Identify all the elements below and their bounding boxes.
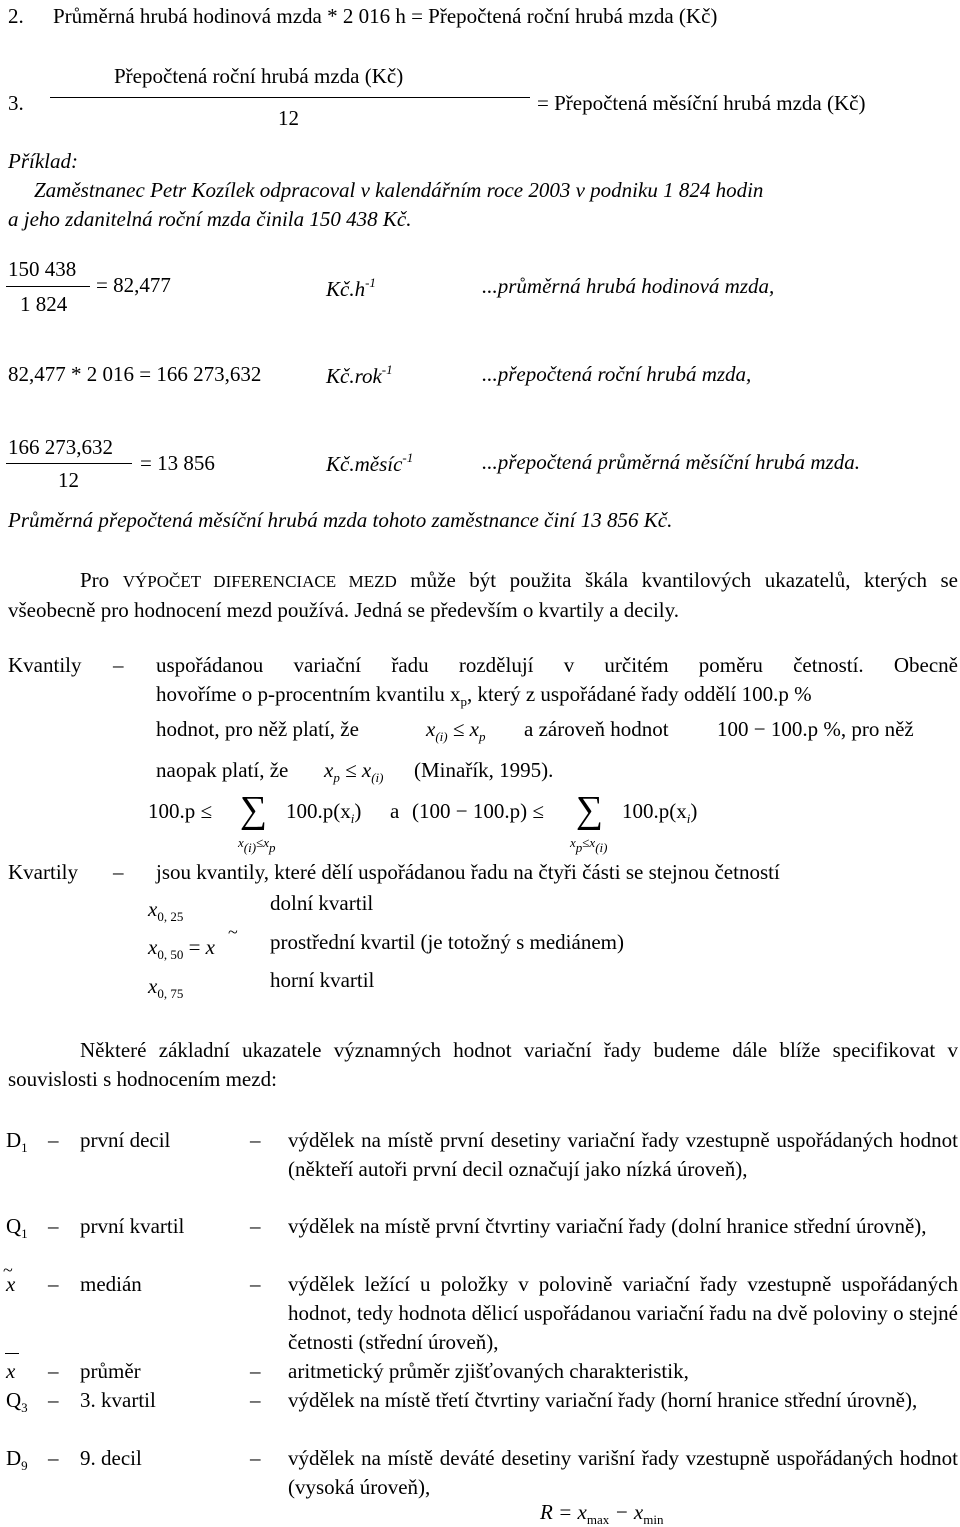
dash: – bbox=[250, 1128, 261, 1152]
indicator-name: 3. kvartil bbox=[80, 1388, 156, 1412]
dash: – bbox=[48, 1272, 59, 1296]
dash: – bbox=[250, 1214, 261, 1238]
example-text-1: Zaměstnanec Petr Kozílek odpracoval v kalendářním roce 2003 v podniku 1 824 hodin bbox=[34, 178, 764, 202]
quantiles-line-2: hovoříme o p-procentním kvantilu $x_p$, který z uspořádané řady oddělí 100.p % bbox=[156, 682, 812, 709]
calc1-numerator: 150 438 bbox=[8, 257, 77, 281]
ineq-xp-le-xi: $x_p \le x_{(i)}$ bbox=[324, 758, 384, 785]
dash: – bbox=[48, 1359, 59, 1383]
calc1-denominator: 1 824 bbox=[20, 292, 68, 316]
indicator-name: průměr bbox=[80, 1359, 141, 1383]
indicator-description: aritmetický průměr zjišťovaných charakteristik, bbox=[288, 1359, 689, 1383]
example-heading: Příklad: bbox=[8, 149, 78, 173]
dash: – bbox=[250, 1446, 261, 1470]
example-conclusion: Průměrná přepočtená měsíční hrubá mzda tohoto zaměstnance činí 13 856 Kč. bbox=[8, 508, 673, 532]
quantiles-citation: (Minařík, 1995). bbox=[414, 758, 554, 782]
calc2-description: ...přepočtená roční hrubá mzda, bbox=[482, 362, 752, 386]
calc1-result: = 82,477 bbox=[96, 273, 171, 297]
indicator-name: první kvartil bbox=[80, 1214, 185, 1238]
indicator-name: 9. decil bbox=[80, 1446, 142, 1470]
dash: – bbox=[48, 1388, 59, 1412]
indicator-symbol: x bbox=[6, 1359, 16, 1383]
quartiles-dash: – bbox=[113, 860, 124, 884]
quartile-label-1: dolní kvartil bbox=[270, 891, 374, 915]
quantiles-line-3b: a zároveň hodnot bbox=[524, 717, 669, 741]
quartile-symbol-1: $x_{0, 25}$ bbox=[148, 897, 184, 924]
dash: – bbox=[250, 1388, 261, 1412]
quantiles-line-3a: hodnot, pro něž platí, že bbox=[156, 717, 359, 741]
indicator-description: výdělek na místě první desetiny variační řady vzestupně uspořádaných hodnot (někteří autoři první decil označují jako nízká úroveň), bbox=[288, 1128, 958, 1181]
dash: – bbox=[250, 1272, 261, 1296]
indicators-intro: Některé základní ukazatele významných hodnot variační řady budeme dále blíže specifikovat v souvislosti s hodnocením mezd: bbox=[8, 1038, 958, 1091]
mean-bar bbox=[5, 1353, 19, 1354]
indicator-name: medián bbox=[80, 1272, 142, 1296]
sum-symbol-2: ∑ bbox=[576, 789, 604, 831]
dash: – bbox=[250, 1359, 261, 1383]
calc3-result: = 13 856 bbox=[140, 451, 215, 475]
sum-formula-mid: (100 − 100.p) ≤ bbox=[412, 799, 544, 823]
calc3-fraction-line bbox=[6, 463, 132, 464]
indicator-description: výdělek na místě první čtvrtiny variační řady (dolní hranice střední úrovně), bbox=[288, 1214, 927, 1238]
indicator-name: první decil bbox=[80, 1128, 171, 1152]
median-tilde: ~ bbox=[228, 922, 238, 942]
sum-1-index: $x_{(i)}\le x_p$ bbox=[238, 835, 276, 855]
quantiles-dash: – bbox=[113, 653, 124, 677]
sum-formula-term-2: $100.p(x_i)$ bbox=[622, 799, 698, 826]
calc3-denominator: 12 bbox=[58, 468, 79, 492]
indicator-description: výdělek na místě třetí čtvrtiny variační řady (horní hranice střední úrovně), bbox=[288, 1388, 918, 1412]
calc1-fraction-line bbox=[6, 286, 90, 287]
indicator-symbol: $Q_3$ bbox=[6, 1388, 28, 1415]
intro-paragraph: Pro VÝPOČET DIFERENCIACE MEZD může být použita škála kvantilových ukazatelů, kterých se všeobecně pro hodnocení mezd používá. Jedná se především o kvartily a decily. bbox=[8, 568, 958, 622]
step-2 bbox=[8, 6, 717, 27]
quartile-symbol-2: $x_{0, 50} = x$ bbox=[148, 935, 215, 962]
calc1-unit: $Kč.h^{-1}$ bbox=[326, 275, 376, 301]
dash: – bbox=[48, 1214, 59, 1238]
quartiles-term: Kvartily bbox=[8, 860, 78, 884]
sum-2-index: $x_p\le x_{(i)}$ bbox=[570, 835, 608, 855]
dash: – bbox=[48, 1128, 59, 1152]
calc2-unit: Kč.rok$^{-1}$ bbox=[326, 362, 393, 388]
quantiles-line-4a: naopak platí, že bbox=[156, 758, 289, 782]
median-tilde: ~ bbox=[3, 1260, 13, 1280]
example-text-2: a jeho zdanitelná roční mzda činila 150 438 Kč. bbox=[8, 207, 412, 231]
calc3-description: ...přepočtená průměrná měsíční hrubá mzda. bbox=[482, 450, 860, 474]
sum-formula-term-1: $100.p(x_i)$ bbox=[286, 799, 362, 826]
quantiles-line-3c: 100 − 100.p %, pro něž bbox=[717, 717, 914, 741]
step-3-denominator: 12 bbox=[278, 106, 299, 130]
calc2-expression: 82,477 * 2 016 = 166 273,632 bbox=[8, 362, 262, 386]
ineq-xi-le-xp: $x_{(i)} \le x_p$ bbox=[426, 717, 486, 744]
calc3-unit: Kč.měsíc$^{-1}$ bbox=[326, 450, 414, 476]
quartile-label-3: horní kvartil bbox=[270, 968, 375, 992]
calc1-description: ...průměrná hrubá hodinová mzda, bbox=[482, 274, 775, 298]
indicator-symbol: $D_1$ bbox=[6, 1128, 28, 1155]
step-3-numerator: Přepočtená roční hrubá mzda (Kč) bbox=[114, 64, 404, 88]
fraction-line bbox=[50, 97, 530, 98]
indicator-description: výdělek ležící u položky v polovině variační řady vzestupně uspořádaných hodnot, tedy hodnota dělicí uspořádanou variační řadu na dvě poloviny o stejné četnosti (střední úroveň), bbox=[288, 1272, 958, 1354]
quantiles-line-1: uspořádanou variační řadu rozdělují v určitém poměru četností. Obecně bbox=[156, 653, 958, 677]
sum-symbol-1: ∑ bbox=[240, 789, 268, 831]
indicator-description: výdělek na místě deváté desetiny varišní řady vzestupně uspořádaných hodnot (vysoká úroveň), bbox=[288, 1446, 958, 1499]
range-formula: $R = x_{max} - x_{min}$ bbox=[540, 1500, 664, 1527]
indicator-symbol: x bbox=[6, 1272, 16, 1296]
sum-formula-and: a bbox=[390, 799, 400, 823]
quantiles-term: Kvantily bbox=[8, 653, 82, 677]
step-number: 2. bbox=[8, 4, 24, 28]
step-3-result: = Přepočtená měsíční hrubá mzda (Kč) bbox=[537, 91, 866, 115]
quartile-symbol-3: $x_{0, 75}$ bbox=[148, 974, 184, 1001]
step-text: Průměrná hrubá hodinová mzda * 2 016 h = Přepočtená roční hrubá mzda (Kč) bbox=[53, 4, 718, 28]
indicator-symbol: $Q_1$ bbox=[6, 1214, 28, 1241]
quartiles-definition: jsou kvantily, které dělí uspořádanou řadu na čtyři části se stejnou četností bbox=[156, 860, 780, 884]
dash: – bbox=[48, 1446, 59, 1470]
sum-formula-left: 100.p ≤ bbox=[148, 799, 213, 823]
quartile-label-2: prostřední kvartil (je totožný s mediánem) bbox=[270, 930, 624, 954]
step-3-number: 3. bbox=[8, 91, 24, 115]
calc3-numerator: 166 273,632 bbox=[8, 435, 113, 459]
indicator-symbol: $D_9$ bbox=[6, 1446, 28, 1473]
